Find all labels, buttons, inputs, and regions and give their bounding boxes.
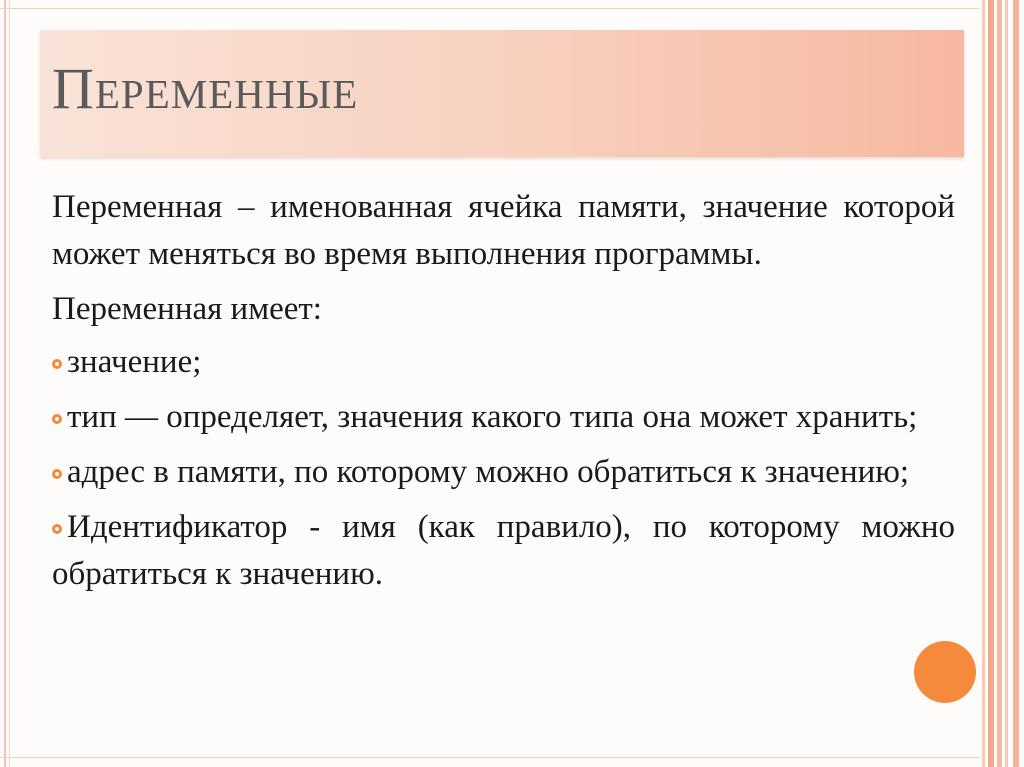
intro-text: Переменная имеет: <box>52 291 322 327</box>
bullet-text: значение; <box>67 344 202 380</box>
list-item <box>52 449 955 496</box>
list-item <box>52 394 955 441</box>
list-item <box>52 339 955 386</box>
slide-title: Переменные <box>52 56 359 121</box>
bullet-text: Идентификатор - имя (как правило), по которому можно обратиться к значению. <box>52 509 955 592</box>
bottom-border-line <box>0 757 990 758</box>
list-item <box>52 504 955 598</box>
right-stripes-decoration <box>980 0 1024 767</box>
slide-content <box>52 184 955 606</box>
ring-bullet-icon <box>52 469 62 479</box>
left-border-line <box>4 0 6 767</box>
left-border-line-thin <box>9 0 10 767</box>
definition-text: Переменная – именованная ячейка памяти, значение которой может меняться во время выполнения программы. <box>52 189 955 272</box>
ring-bullet-icon <box>52 524 62 534</box>
bullet-text: адрес в памяти, по которому можно обратиться к значению; <box>67 454 910 490</box>
ring-bullet-icon <box>52 414 62 424</box>
bullet-text: тип — определяет, значения какого типа она может хранить; <box>67 399 918 435</box>
ring-bullet-icon <box>52 359 62 369</box>
top-border-line <box>0 8 990 9</box>
orange-circle-icon <box>914 641 976 703</box>
